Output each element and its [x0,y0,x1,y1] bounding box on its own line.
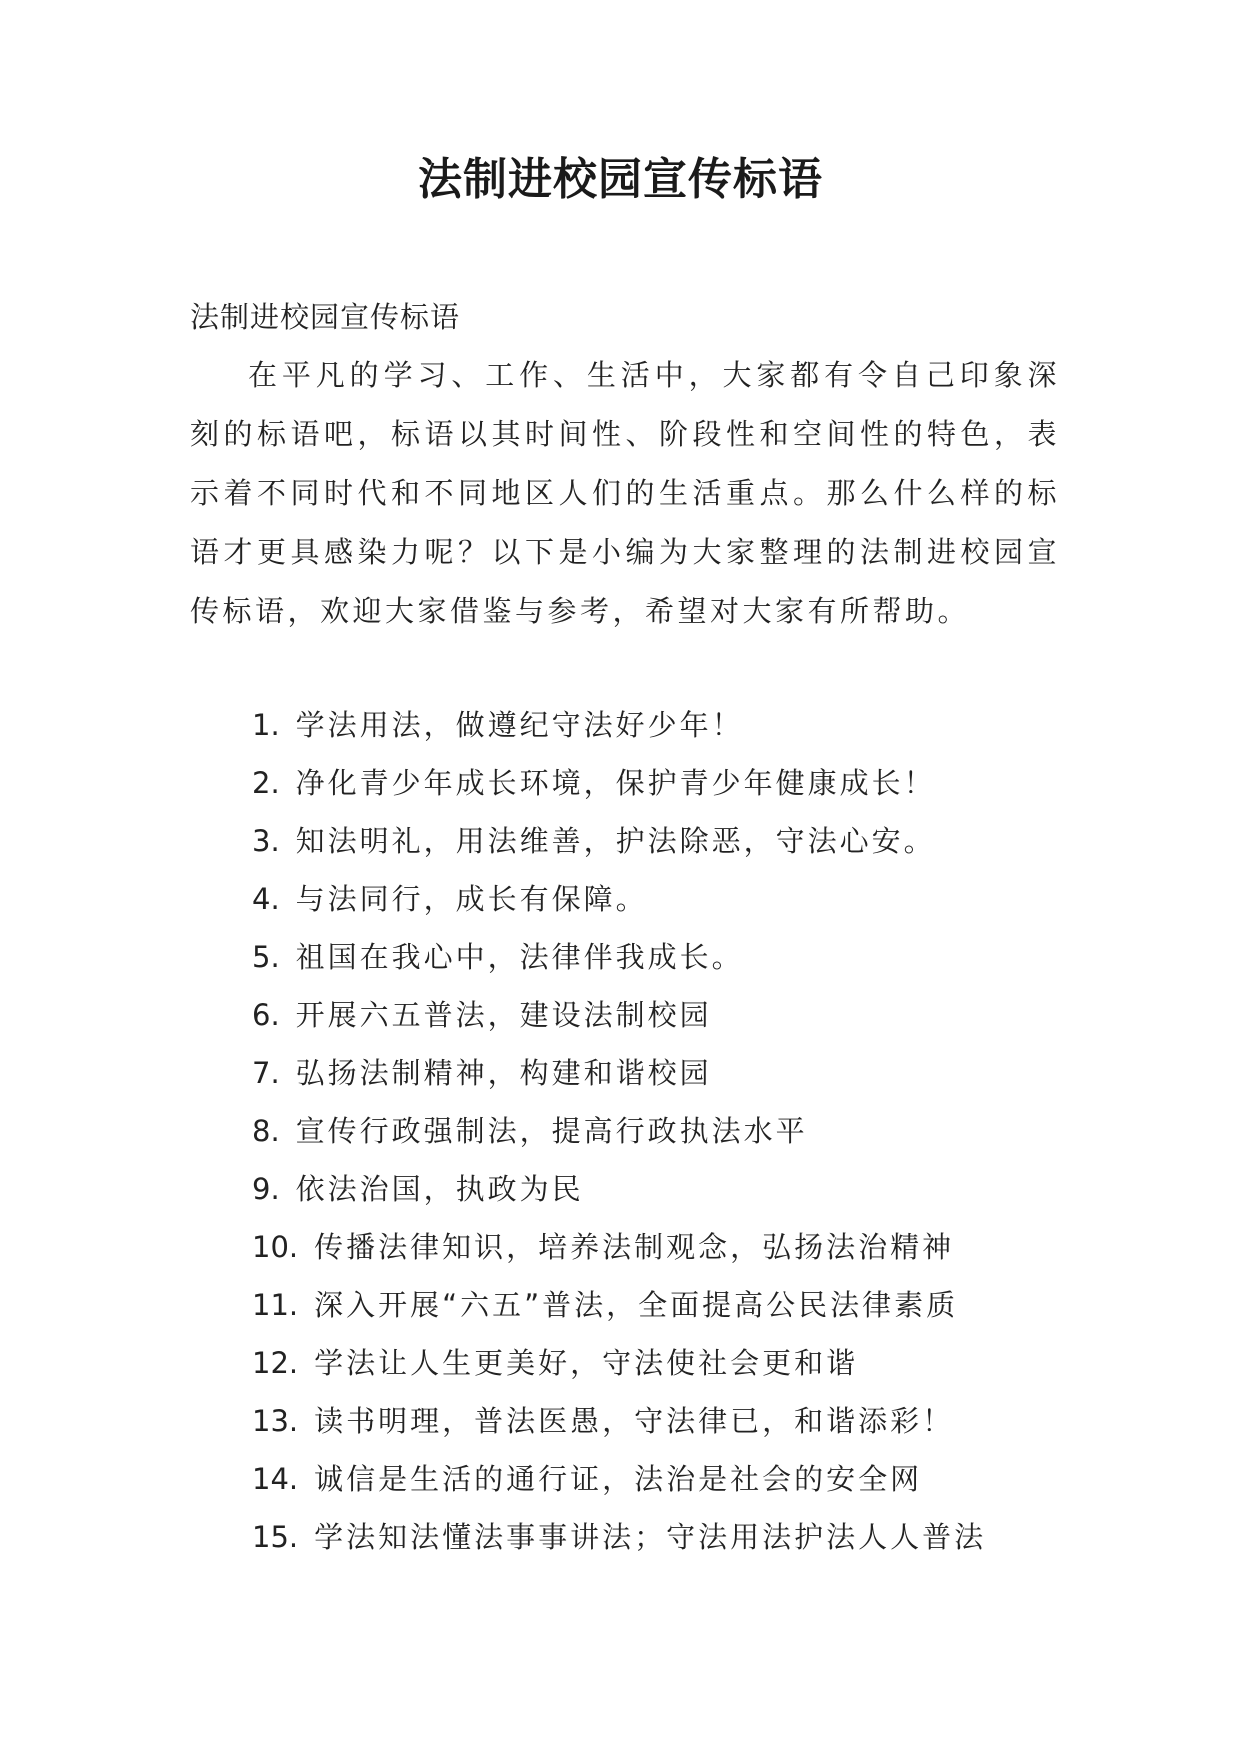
slogan-text: 学法用法，做遵纪守法好少年！ [295,708,744,742]
intro-paragraph: 在平凡的学习、工作、生活中，大家都有令自己印象深刻的标语吧，标语以其时间性、阶段性和空间性的特色，表示着不同时代和不同地区人们的生活重点。那么什么样的标语才更具感染力呢？以下是小编为大家整理的法制进校园宣传标语，欢迎大家借鉴与参考，希望对大家有所帮助。 [190,358,1060,628]
slogan-number: 9. [252,1172,280,1206]
slogan-number: 15. [252,1520,299,1554]
slogan-number: 8. [252,1114,280,1148]
slogan-text: 学法让人生更美好，守法使社会更和谐 [314,1346,859,1380]
slogan-list [252,696,1112,1566]
slogan-item [252,754,1112,812]
slogan-item [252,1102,1112,1160]
slogan-number: 4. [252,882,280,916]
slogan-number: 6. [252,998,280,1032]
slogan-item [252,1392,1112,1450]
slogan-text: 净化青少年成长环境，保护青少年健康成长！ [295,766,936,800]
slogan-text: 弘扬法制精神，构建和谐校园 [295,1056,712,1090]
slogan-number: 1. [252,708,280,742]
slogan-item [252,1218,1112,1276]
slogan-text: 诚信是生活的通行证，法治是社会的安全网 [314,1462,923,1496]
slogan-text: 深入开展“六五”普法，全面提高公民法律素质 [314,1288,959,1322]
slogan-number: 2. [252,766,280,800]
slogan-number: 5. [252,940,280,974]
slogan-text: 依法治国，执政为民 [295,1172,584,1206]
slogan-number: 11. [252,1288,299,1322]
slogan-item [252,812,1112,870]
document-subtitle: 法制进校园宣传标语 [190,300,461,334]
slogan-text: 与法同行，成长有保障。 [295,882,648,916]
slogan-text: 祖国在我心中，法律伴我成长。 [295,940,744,974]
slogan-text: 读书明理，普法医愚，守法律已，和谐添彩！ [314,1404,955,1438]
document-title: 法制进校园宣传标语 [418,154,823,205]
slogan-item [252,1334,1112,1392]
slogan-number: 13. [252,1404,299,1438]
slogan-text: 开展六五普法，建设法制校园 [295,998,712,1032]
slogan-text: 传播法律知识，培养法制观念，弘扬法治精神 [314,1230,955,1264]
slogan-item [252,1160,1112,1218]
slogan-item [252,928,1112,986]
slogan-item [252,870,1112,928]
slogan-item [252,1508,1112,1566]
slogan-number: 10. [252,1230,299,1264]
slogan-number: 12. [252,1346,299,1380]
slogan-text: 宣传行政强制法，提高行政执法水平 [295,1114,808,1148]
slogan-text: 知法明礼，用法维善，护法除恶，守法心安。 [295,824,936,858]
slogan-number: 14. [252,1462,299,1496]
slogan-item [252,986,1112,1044]
slogan-number: 7. [252,1056,280,1090]
slogan-item [252,1450,1112,1508]
slogan-item [252,1044,1112,1102]
slogan-item [252,696,1112,754]
slogan-item [252,1276,1112,1334]
document-body [190,288,1060,641]
slogan-text: 学法知法懂法事事讲法；守法用法护法人人普法 [314,1520,987,1554]
slogan-number: 3. [252,824,280,858]
